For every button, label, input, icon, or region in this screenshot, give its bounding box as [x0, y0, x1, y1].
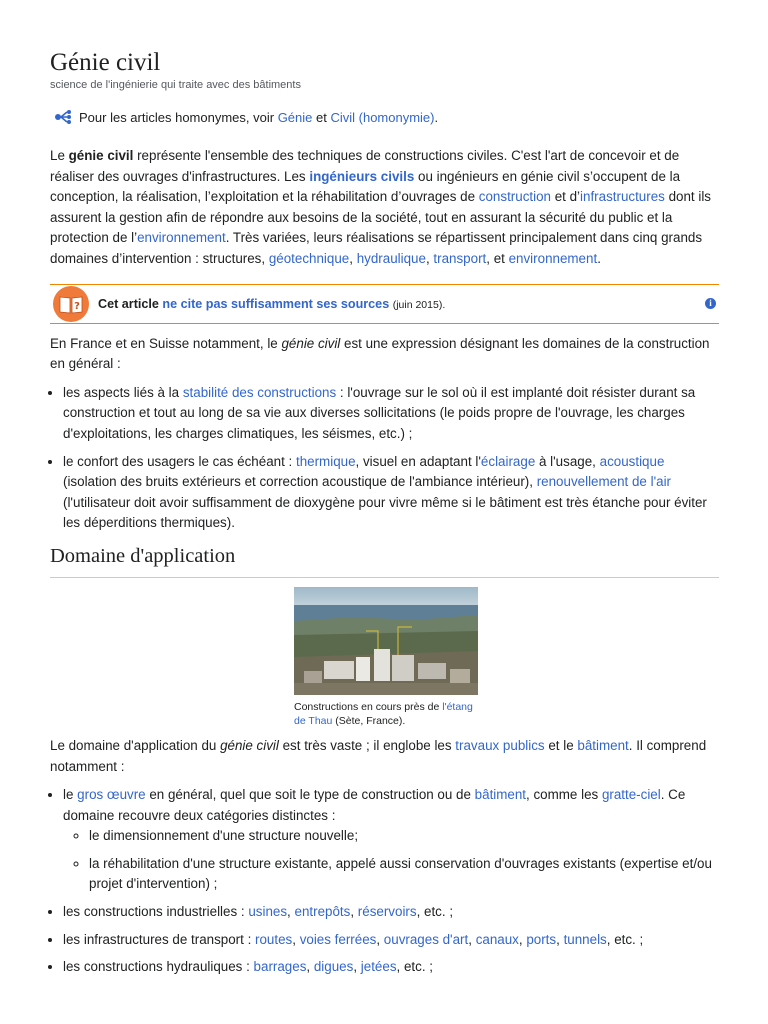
page-title: Génie civil [50, 49, 161, 76]
link-batiment[interactable]: bâtiment [577, 737, 629, 753]
list-item: • les constructions industrielles : usines, entrepôts, réservoirs, etc. ; [63, 902, 719, 923]
link-construction[interactable]: construction [478, 189, 551, 205]
disambiguation-icon [54, 110, 74, 124]
link-voies-ferrees[interactable]: voies ferrées [299, 931, 377, 947]
link-eclairage[interactable]: éclairage [480, 453, 536, 469]
list-aspects [50, 383, 719, 534]
link-genie[interactable]: Génie [277, 109, 313, 125]
book-question-icon [53, 286, 89, 322]
sub-list [63, 826, 719, 895]
link-gros-oeuvre[interactable]: gros œuvre [77, 787, 146, 803]
link-ouvrages-art[interactable]: ouvrages d'art [383, 931, 469, 947]
figure-caption: Constructions en cours près de l'étang de Thau (Sète, France). [294, 700, 473, 727]
construction-photo[interactable] [294, 587, 478, 695]
link-barrages[interactable]: barrages [253, 959, 307, 975]
link-tunnels[interactable]: tunnels [563, 931, 607, 947]
list-item: • les aspects liés à la stabilité des constructions : l'ouvrage sur le sol où il est implanté doit résister durant sa construction et tout au long de sa vie aux diverses sollicitations (le poids propre de l'ouvrage, les charges d'exploitations, les charges climatiques, les séismes, etc.) ; [63, 383, 719, 445]
list-item: • les constructions hydrauliques : barrages, digues, jetées, etc. ; [63, 957, 719, 978]
link-infrastructures[interactable]: infrastructures [580, 189, 665, 205]
sub-list-item: ◦ la réhabilitation d'une structure existante, appelé aussi conservation d'ouvrages existants (expertise et/ou projet d'intervention) ; [89, 854, 719, 895]
list-item: • le confort des usagers le cas échéant : thermique, visuel en adaptant l'éclairage à l'usage, acoustique (isolation des bruits extérieurs et correction acoustique de l'ambiance intérieur), renouvellement de l'air (l'utilisateur doit avoir suffisamment de dioxygène pour vivre même si le bâtiment est très étanche pour éviter les déperditions thermiques). [63, 452, 719, 534]
link-geotechnique[interactable]: géotechnique [268, 250, 350, 266]
info-icon[interactable]: i [705, 298, 716, 309]
link-acoustique[interactable]: acoustique [599, 453, 665, 469]
link-batiment-2[interactable]: bâtiment [474, 787, 527, 803]
link-hydraulique[interactable]: hydraulique [356, 250, 426, 266]
link-civil-homonymie[interactable]: Civil (homonymie) [330, 109, 435, 125]
link-thermique[interactable]: thermique [295, 453, 356, 469]
svg-text:?: ? [74, 300, 80, 312]
bold-term: génie civil [68, 148, 134, 163]
link-environnement[interactable]: environnement [137, 230, 226, 246]
link-usines[interactable]: usines [248, 904, 288, 920]
link-digues[interactable]: digues [313, 959, 354, 975]
intro-paragraph: Le génie civil représente l'ensemble des techniques de constructions civiles. C'est l'art de concevoir et de réaliser des ouvrages d'infrastructures. Les ingénieurs civils ou ingénieurs en génie civil s’occupent de la conception, la réalisation, l’exploitation et la réhabilitation d’ouvrages de construction et d’infrastructures dont ils assurent la gestion afin de répondre aux besoins de la société, tout en assurant la sécurité du public et la protection de l’environnement. Très variées, leurs réalisations se répartissent principalement dans cinq grands domaines d’intervention : structures, géotechnique, hydraulique, transport, et environnement. [50, 148, 712, 266]
link-transport[interactable]: transport [433, 250, 487, 266]
link-ports[interactable]: ports [526, 931, 557, 947]
link-renouvellement-air[interactable]: renouvellement de l'air [536, 474, 672, 490]
link-ingenieurs-civils[interactable]: ingénieurs civils [309, 168, 415, 184]
paragraph-france-suisse: En France et en Suisse notamment, le génie civil est une expression désignant les domaines de la construction en général : [50, 335, 710, 372]
link-etang-de-thau[interactable]: l'étang de Thau [294, 700, 473, 727]
figure [294, 587, 478, 728]
page-subtitle: science de l'ingénierie qui traite avec des bâtiments [50, 79, 301, 91]
link-routes[interactable]: routes [255, 931, 293, 947]
list-item: • les infrastructures de transport : routes, voies ferrées, ouvrages d'art, canaux, ports, tunnels, etc. ; [63, 930, 719, 951]
link-sources[interactable]: ne cite pas suffisamment ses sources [162, 296, 390, 311]
sub-list-item: ◦ le dimensionnement d'une structure nouvelle; [89, 826, 719, 847]
link-entrepots[interactable]: entrepôts [294, 904, 351, 920]
sources-warning-box [50, 284, 719, 324]
section-heading: Domaine d'application [50, 543, 719, 578]
link-canaux[interactable]: canaux [475, 931, 519, 947]
link-stabilite[interactable]: stabilité des constructions [182, 384, 337, 400]
hatnote [50, 108, 719, 126]
link-travaux-publics[interactable]: travaux publics [455, 737, 545, 753]
link-reservoirs[interactable]: réservoirs [357, 904, 417, 920]
list-domaines [50, 785, 719, 978]
link-gratte-ciel[interactable]: gratte-ciel [601, 787, 661, 803]
link-jetees[interactable]: jetées [360, 959, 397, 975]
paragraph-domaine: Le domaine d'application du génie civil est très vaste ; il englobe les travaux publics et le bâtiment. Il comprend notamment : [50, 737, 707, 774]
list-item: • le gros œuvre en général, quel que soit le type de construction ou de bâtiment, comme les gratte-ciel. Ce domaine recouvre deux catégories distinctes : ◦ le dimensionnement d'une structure nouvelle; ◦ la réhabilitation d'une structure existante, appelé aussi conservation d'ouvrages existants (expertise et/ou projet d'intervention) ; [63, 785, 719, 895]
warning-text: Cet article ne cite pas suffisamment ses sources (juin 2015). [98, 296, 446, 311]
link-environnement-2[interactable]: environnement [508, 250, 598, 266]
hatnote-text: Pour les articles homonymes, voir Génie et Civil (homonymie). [79, 109, 439, 125]
